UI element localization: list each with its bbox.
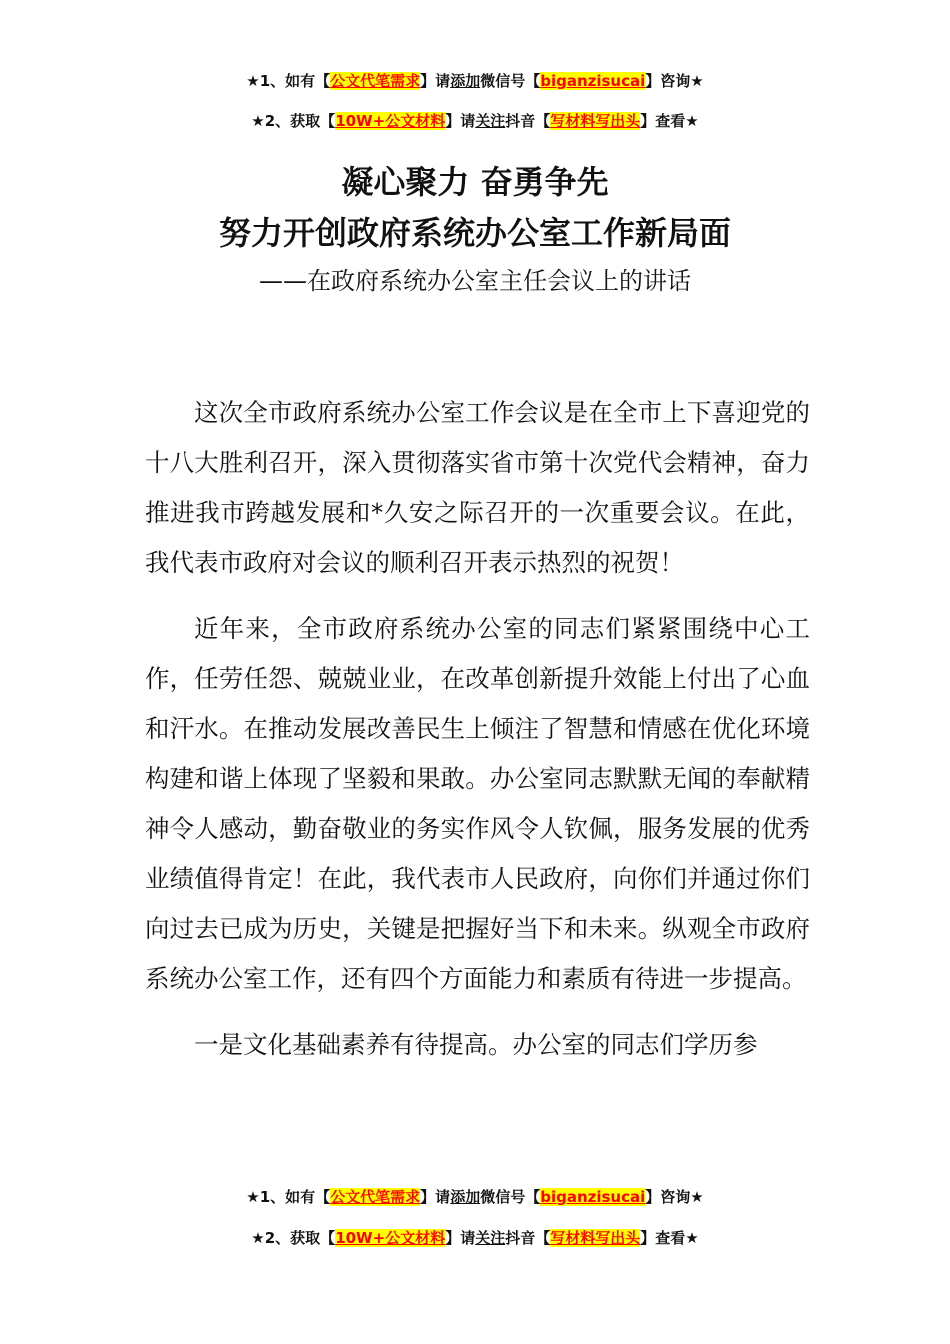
paragraph: 一是文化基础素养有待提高。办公室的同志们学历参 xyxy=(194,1030,758,1059)
highlight-service: 公文代笔需求 xyxy=(330,72,421,90)
document-title-line-2: 努力开创政府系统办公室工作新局面 xyxy=(218,214,731,252)
highlight-douyin: 写材料写出头 xyxy=(550,112,641,130)
promo-banner-bottom-line-1: ★1、如有【公文代笔需求】请添加微信号【biganzisucai】咨询★ xyxy=(246,1188,704,1206)
highlight-wechat-id: biganzisucai xyxy=(540,1188,646,1206)
promo-banner-top-line-1: ★1、如有【公文代笔需求】请添加微信号【biganzisucai】咨询★ xyxy=(246,72,704,90)
highlight-materials: 10W+公文材料 xyxy=(335,1229,446,1247)
paragraph: 这次全市政府系统办公室工作会议是在全市上下喜迎党的十八大胜利召开，深入贯彻落实省市第十次党代会精神，奋力推进我市跨越发展和*久安之际召开的一次重要会议。在此，我代表市政府对会议的顺利召开表示热烈的祝贺！ xyxy=(145,398,810,577)
paragraph: 近年来，全市政府系统办公室的同志们紧紧围绕中心工作，任劳任怨、兢兢业业，在改革创新提升效能上付出了心血和汗水。在推动发展改善民生上倾注了智慧和情感在优化环境构建和谐上体现了坚毅和果敢。办公室同志默默无闻的奉献精神令人感动，勤奋敬业的务实作风令人钦佩，服务发展的优秀业绩值得肯定！在此，我代表市人民政府，向你们并通过你们向过去已成为历史，关键是把握好当下和未来。纵观全市政府系统办公室工作，还有四个方面能力和素质有待进一步提高。 xyxy=(145,614,810,993)
document-subtitle: ——在政府系统办公室主任会议上的讲话 xyxy=(259,267,691,295)
document-title-line-1: 凝心聚力 奋勇争先 xyxy=(341,163,609,201)
highlight-materials: 10W+公文材料 xyxy=(335,112,446,130)
highlight-wechat-id: biganzisucai xyxy=(540,72,646,90)
highlight-douyin: 写材料写出头 xyxy=(550,1229,641,1247)
highlight-service: 公文代笔需求 xyxy=(330,1188,421,1206)
document-body xyxy=(145,388,810,1086)
promo-banner-bottom-line-2: ★2、获取【10W+公文材料】请关注抖音【写材料写出头】查看★ xyxy=(251,1229,699,1247)
promo-banner-top-line-2: ★2、获取【10W+公文材料】请关注抖音【写材料写出头】查看★ xyxy=(251,112,699,130)
